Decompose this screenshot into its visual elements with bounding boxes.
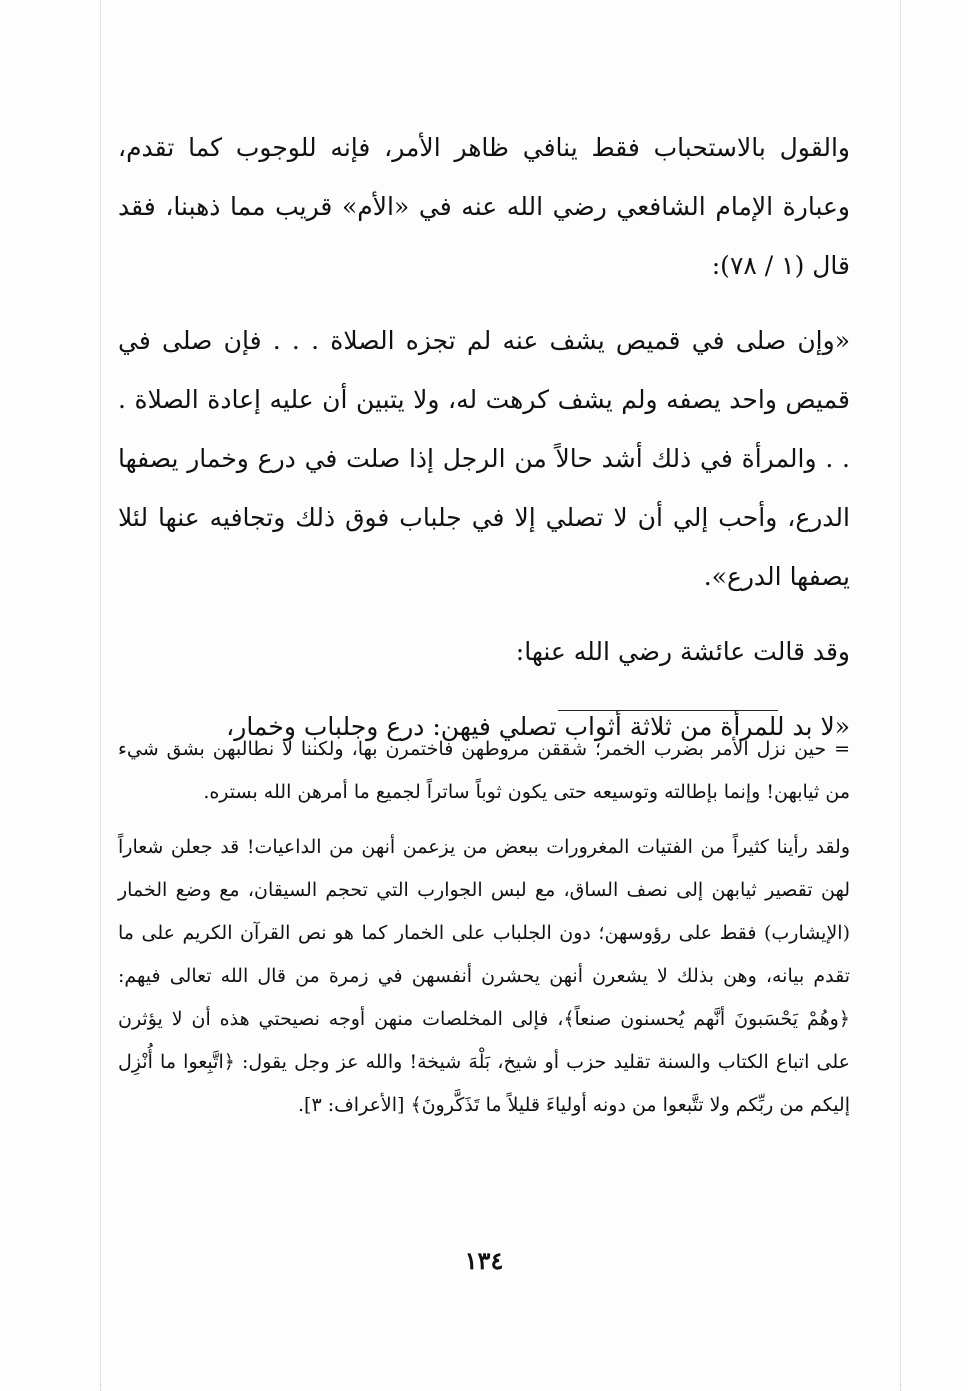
footnote-continuation: = حين نزل الأمر بضرب الخمر؛ شققن مروطهن فاختمرن بها، ولكننا لا نطالبهن بشق شيء من ثيابهن! وإنما بإطالته وتوسيعه حتى يكون ثوباً ساتراً لجميع ما أمرهن الله بستره. [118,738,850,803]
footnotes [118,728,850,1127]
footnote-advice: ولقد رأينا كثيراً من الفتيات المغرورات ببعض من يزعمن أنهن من الداعيات! قد جعلن شعاراً لهن تقصير ثيابهن إلى نصف الساق، مع لبس الجوارب التي تحجم السيقان، مع وضع الخمار (الإيشارب) فقط على رؤوسهن؛ دون الجلباب على الخمار كما هو نص القرآن الكريم على ما تقدم بيانه، وهن بذلك لا يشعرن أنهن يحشرن أنفسهن في زمرة من قال الله تعالى فيهم: ﴿وهُمْ يَحْسَبونَ أنَّهم يُحسنون صنعاً﴾، فإلى المخلصات منهن أوجه نصيحتي هذه أن لا يؤثرن على اتباع الكتاب والسنة تقليد حزب أو شيخ، بَلْهَ شيخة! والله عز وجل يقول: ﴿اتَّبِعوا ما أُنْزِل إليكم من ربِّكم ولا تتَّبعوا من دونه أولياءَ قليلاً ما تَذَكَّرونَ﴾ [الأعراف: ٣]. [118,836,850,1116]
main-text [118,118,850,756]
scan-margin-line-right [900,0,901,1391]
quote-aisha: «لا بد للمرأة من ثلاثة أثواب تصلي فيهن: درع وجلباب وخمار، [226,712,850,741]
page-number: ١٣٤ [464,1246,504,1275]
quote-shafii: «وإن صلى في قميص يشف عنه لم تجزه الصلاة . . . فإن صلى في قميص واحد يصفه ولم يشف كرهت له، ولا يتبين أن عليه إعادة الصلاة . . . والمرأة في ذلك أشد حالاً من الرجل إذا صلت في درع وخمار يصفها الدرع، وأحب إلي أن لا تصلي إلا في جلباب فوق ذلك وتجافيه عنها لئلا يصفها الدرع». [118,326,850,591]
paragraph-istihbab: والقول بالاستحباب فقط ينافي ظاهر الأمر، فإنه للوجوب كما تقدم، وعبارة الإمام الشافعي رضي الله عنه في «الأم» قريب مما ذهبنا، فقد قال (١ / ٧٨): [118,133,850,280]
footnote-separator [558,710,778,711]
paragraph-aisha-intro: وقد قالت عائشة رضي الله عنها: [515,637,850,666]
scan-margin-line-left [100,0,101,1391]
